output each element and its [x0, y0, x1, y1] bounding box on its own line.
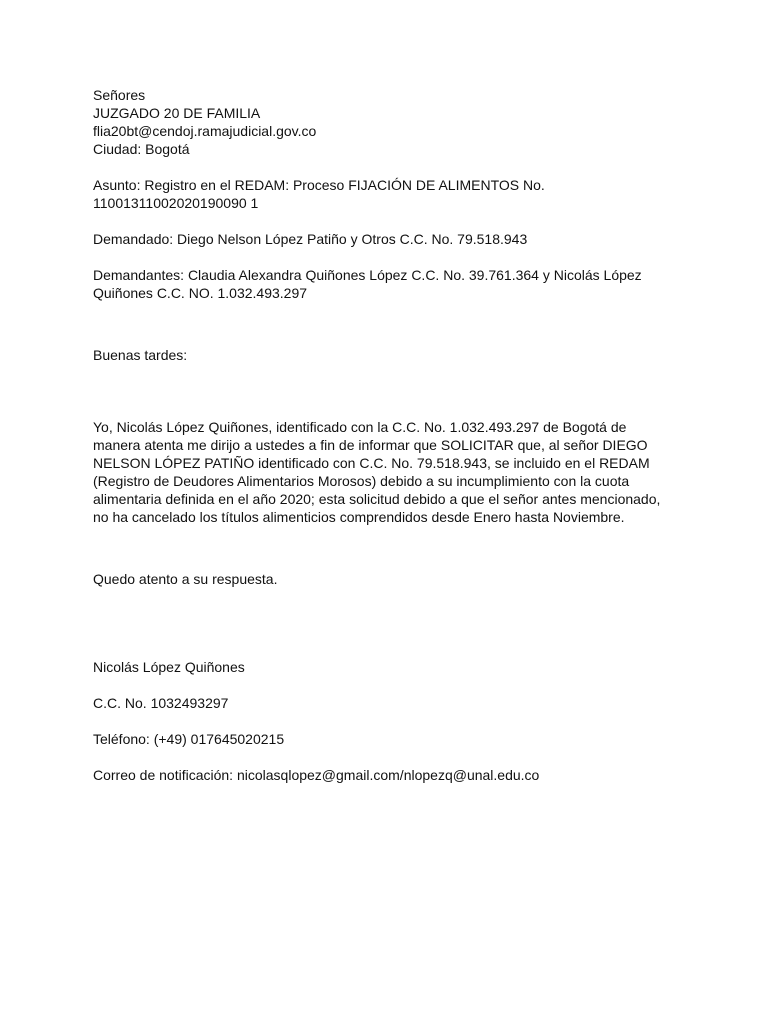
signature-email: Correo de notificación: nicolasqlopez@gmail.com/nlopezq@unal.edu.co	[93, 767, 540, 783]
body-line: NELSON LÓPEZ PATIÑO identificado con C.C. No. 79.518.943, se incluido en el REDAM	[93, 455, 650, 471]
letter-page	[93, 86, 683, 784]
greeting: Buenas tardes:	[93, 347, 188, 363]
recipient-block	[93, 86, 683, 158]
body-line: no ha cancelado los títulos alimenticios comprendidos desde Enero hasta Noviembre.	[93, 509, 625, 525]
recipient-salutation: Señores	[93, 87, 146, 103]
defendant-line: Demandado: Diego Nelson López Patiño y Otros C.C. No. 79.518.943	[93, 231, 528, 247]
plaintiffs-block	[93, 266, 683, 302]
signature-phone: Teléfono: (+49) 017645020215	[93, 731, 285, 747]
recipient-court: JUZGADO 20 DE FAMILIA	[93, 105, 261, 121]
body-line: alimentaria definida en el año 2020; esta solicitud debido a que el señor antes mencionado,	[93, 491, 661, 507]
plaintiffs-line-1: Demandantes: Claudia Alexandra Quiñones López C.C. No. 39.761.364 y Nicolás López	[93, 267, 642, 283]
closing-line: Quedo atento a su respuesta.	[93, 571, 278, 587]
body-line: Yo, Nicolás López Quiñones, identificado con la C.C. No. 1.032.493.297 de Bogotá de	[93, 419, 627, 435]
signature-block	[93, 658, 683, 784]
body-paragraph	[93, 418, 683, 526]
body-line: manera atenta me dirijo a ustedes a fin de informar que SOLICITAR que, al señor DIEGO	[93, 437, 648, 453]
body-line: (Registro de Deudores Alimentarios Morosos) debido a su incumplimiento con la cuota	[93, 473, 630, 489]
subject-line-2: 11001311002020190090 1	[93, 195, 259, 211]
subject-line-1: Asunto: Registro en el REDAM: Proceso FIJACIÓN DE ALIMENTOS No.	[93, 177, 545, 193]
signature-id: C.C. No. 1032493297	[93, 695, 229, 711]
signature-name: Nicolás López Quiñones	[93, 659, 245, 675]
recipient-city: Ciudad: Bogotá	[93, 141, 190, 157]
recipient-email: flia20bt@cendoj.ramajudicial.gov.co	[93, 123, 317, 139]
subject-block	[93, 176, 683, 212]
plaintiffs-line-2: Quiñones C.C. NO. 1.032.493.297	[93, 285, 308, 301]
